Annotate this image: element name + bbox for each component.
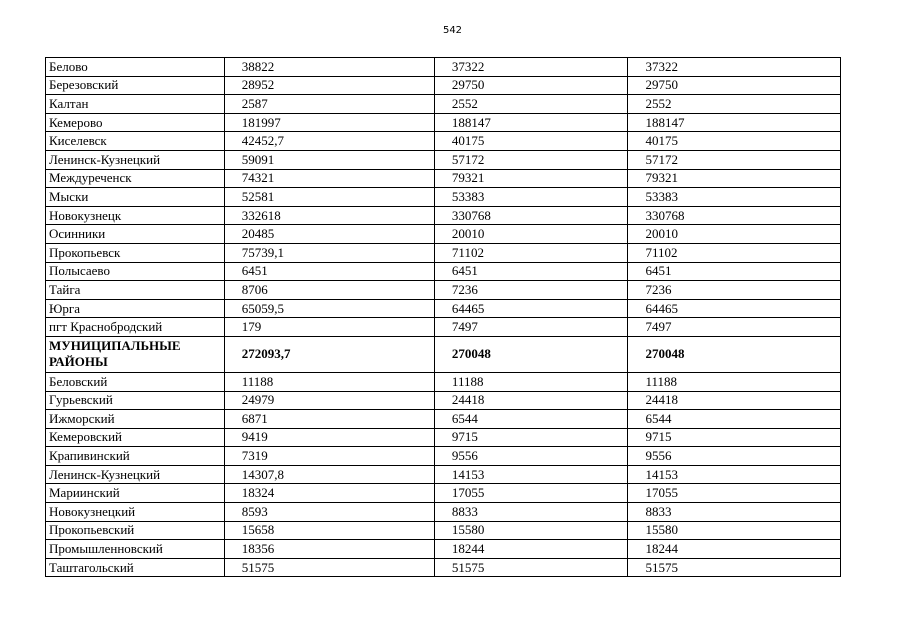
municipality-name-cell: Беловский	[46, 372, 225, 391]
municipality-name-cell: Новокузнецкий	[46, 503, 225, 522]
value-cell-1: 179	[224, 318, 434, 337]
value-cell-2: 7236	[434, 281, 628, 300]
value-cell-2: 57172	[434, 150, 628, 169]
value-cell-3: 51575	[628, 558, 841, 577]
table-row	[46, 391, 841, 410]
value-cell-1: 28952	[224, 76, 434, 95]
value-cell-2: 15580	[434, 521, 628, 540]
value-cell-2: 2552	[434, 95, 628, 114]
value-cell-1: 42452,7	[224, 132, 434, 151]
value-cell-1: 7319	[224, 447, 434, 466]
table-row	[46, 558, 841, 577]
table-row	[46, 281, 841, 300]
value-cell-3: 15580	[628, 521, 841, 540]
municipality-name-cell: Мариинский	[46, 484, 225, 503]
table-row	[46, 243, 841, 262]
value-cell-3: 9556	[628, 447, 841, 466]
value-cell-3: 20010	[628, 225, 841, 244]
value-cell-3: 57172	[628, 150, 841, 169]
value-cell-2: 71102	[434, 243, 628, 262]
value-cell-3: 6451	[628, 262, 841, 281]
value-cell-3: 11188	[628, 372, 841, 391]
value-cell-3: 71102	[628, 243, 841, 262]
value-cell-1: 51575	[224, 558, 434, 577]
municipality-name-cell: Осинники	[46, 225, 225, 244]
table-row	[46, 113, 841, 132]
table-row	[46, 484, 841, 503]
table-row	[46, 132, 841, 151]
value-cell-3: 37322	[628, 58, 841, 77]
value-cell-1: 52581	[224, 188, 434, 207]
value-cell-3: 17055	[628, 484, 841, 503]
value-cell-2: 6451	[434, 262, 628, 281]
value-cell-2: 24418	[434, 391, 628, 410]
municipality-name-cell: Новокузнецк	[46, 206, 225, 225]
page-number: 542	[442, 25, 463, 36]
value-cell-3: 7236	[628, 281, 841, 300]
table-row	[46, 188, 841, 207]
value-cell-2: 270048	[434, 336, 628, 372]
value-cell-2: 330768	[434, 206, 628, 225]
value-cell-2: 17055	[434, 484, 628, 503]
municipality-name-cell: Полысаево	[46, 262, 225, 281]
value-cell-2: 79321	[434, 169, 628, 188]
table-row	[46, 299, 841, 318]
value-cell-3: 79321	[628, 169, 841, 188]
value-cell-1: 8593	[224, 503, 434, 522]
municipality-name-cell: Кемерово	[46, 113, 225, 132]
municipality-name-cell: Киселевск	[46, 132, 225, 151]
value-cell-3: 9715	[628, 428, 841, 447]
value-cell-3: 2552	[628, 95, 841, 114]
value-cell-1: 9419	[224, 428, 434, 447]
municipality-name-cell: Тайга	[46, 281, 225, 300]
value-cell-1: 38822	[224, 58, 434, 77]
value-cell-3: 40175	[628, 132, 841, 151]
table-row	[46, 76, 841, 95]
municipality-name-cell: Калтан	[46, 95, 225, 114]
municipality-name-cell: Кемеровский	[46, 428, 225, 447]
table-row	[46, 410, 841, 429]
value-cell-1: 6871	[224, 410, 434, 429]
municipality-name-cell: Юрга	[46, 299, 225, 318]
municipality-name-cell: Промышленновский	[46, 540, 225, 559]
data-table	[45, 57, 841, 577]
value-cell-3: 270048	[628, 336, 841, 372]
value-cell-2: 188147	[434, 113, 628, 132]
value-cell-2: 51575	[434, 558, 628, 577]
municipality-name-cell: Ленинск-Кузнецкий	[46, 465, 225, 484]
value-cell-2: 7497	[434, 318, 628, 337]
value-cell-1: 75739,1	[224, 243, 434, 262]
value-cell-1: 332618	[224, 206, 434, 225]
value-cell-2: 20010	[434, 225, 628, 244]
table-row	[46, 169, 841, 188]
municipality-name-cell: Прокопьевский	[46, 521, 225, 540]
municipality-name-cell: Крапивинский	[46, 447, 225, 466]
table-row	[46, 521, 841, 540]
value-cell-2: 9556	[434, 447, 628, 466]
municipality-name-cell: Мыски	[46, 188, 225, 207]
value-cell-1: 18324	[224, 484, 434, 503]
value-cell-2: 40175	[434, 132, 628, 151]
value-cell-3: 24418	[628, 391, 841, 410]
value-cell-1: 272093,7	[224, 336, 434, 372]
value-cell-1: 18356	[224, 540, 434, 559]
municipality-name-cell: Белово	[46, 58, 225, 77]
table-row	[46, 58, 841, 77]
value-cell-3: 7497	[628, 318, 841, 337]
table-row	[46, 95, 841, 114]
municipality-name-cell: Ижморский	[46, 410, 225, 429]
table-row	[46, 465, 841, 484]
table-row	[46, 206, 841, 225]
value-cell-3: 18244	[628, 540, 841, 559]
value-cell-1: 20485	[224, 225, 434, 244]
table-row	[46, 318, 841, 337]
table-row	[46, 336, 841, 372]
table-row	[46, 262, 841, 281]
value-cell-1: 11188	[224, 372, 434, 391]
value-cell-2: 11188	[434, 372, 628, 391]
value-cell-3: 53383	[628, 188, 841, 207]
municipality-name-cell: Березовский	[46, 76, 225, 95]
municipality-name-cell: Ленинск-Кузнецкий	[46, 150, 225, 169]
value-cell-3: 6544	[628, 410, 841, 429]
value-cell-3: 8833	[628, 503, 841, 522]
value-cell-2: 29750	[434, 76, 628, 95]
table-row	[46, 372, 841, 391]
municipality-name-cell: Междуреченск	[46, 169, 225, 188]
value-cell-2: 18244	[434, 540, 628, 559]
table-row	[46, 540, 841, 559]
value-cell-1: 2587	[224, 95, 434, 114]
value-cell-3: 14153	[628, 465, 841, 484]
value-cell-1: 181997	[224, 113, 434, 132]
value-cell-3: 29750	[628, 76, 841, 95]
table-row	[46, 447, 841, 466]
value-cell-2: 9715	[434, 428, 628, 447]
value-cell-3: 330768	[628, 206, 841, 225]
value-cell-1: 6451	[224, 262, 434, 281]
value-cell-1: 15658	[224, 521, 434, 540]
table-body	[46, 58, 841, 577]
table-row	[46, 150, 841, 169]
value-cell-2: 14153	[434, 465, 628, 484]
municipality-name-cell: МУНИЦИПАЛЬНЫЕ РАЙОНЫ	[46, 336, 225, 372]
value-cell-3: 64465	[628, 299, 841, 318]
value-cell-1: 65059,5	[224, 299, 434, 318]
table-row	[46, 428, 841, 447]
table-row	[46, 225, 841, 244]
table-row	[46, 503, 841, 522]
value-cell-1: 59091	[224, 150, 434, 169]
value-cell-2: 8833	[434, 503, 628, 522]
value-cell-2: 6544	[434, 410, 628, 429]
value-cell-2: 64465	[434, 299, 628, 318]
value-cell-2: 53383	[434, 188, 628, 207]
value-cell-3: 188147	[628, 113, 841, 132]
value-cell-1: 8706	[224, 281, 434, 300]
value-cell-1: 14307,8	[224, 465, 434, 484]
municipality-name-cell: Таштагольский	[46, 558, 225, 577]
municipality-name-cell: Гурьевский	[46, 391, 225, 410]
municipality-name-cell: Прокопьевск	[46, 243, 225, 262]
value-cell-1: 24979	[224, 391, 434, 410]
value-cell-2: 37322	[434, 58, 628, 77]
value-cell-1: 74321	[224, 169, 434, 188]
municipality-name-cell: пгт Краснобродский	[46, 318, 225, 337]
